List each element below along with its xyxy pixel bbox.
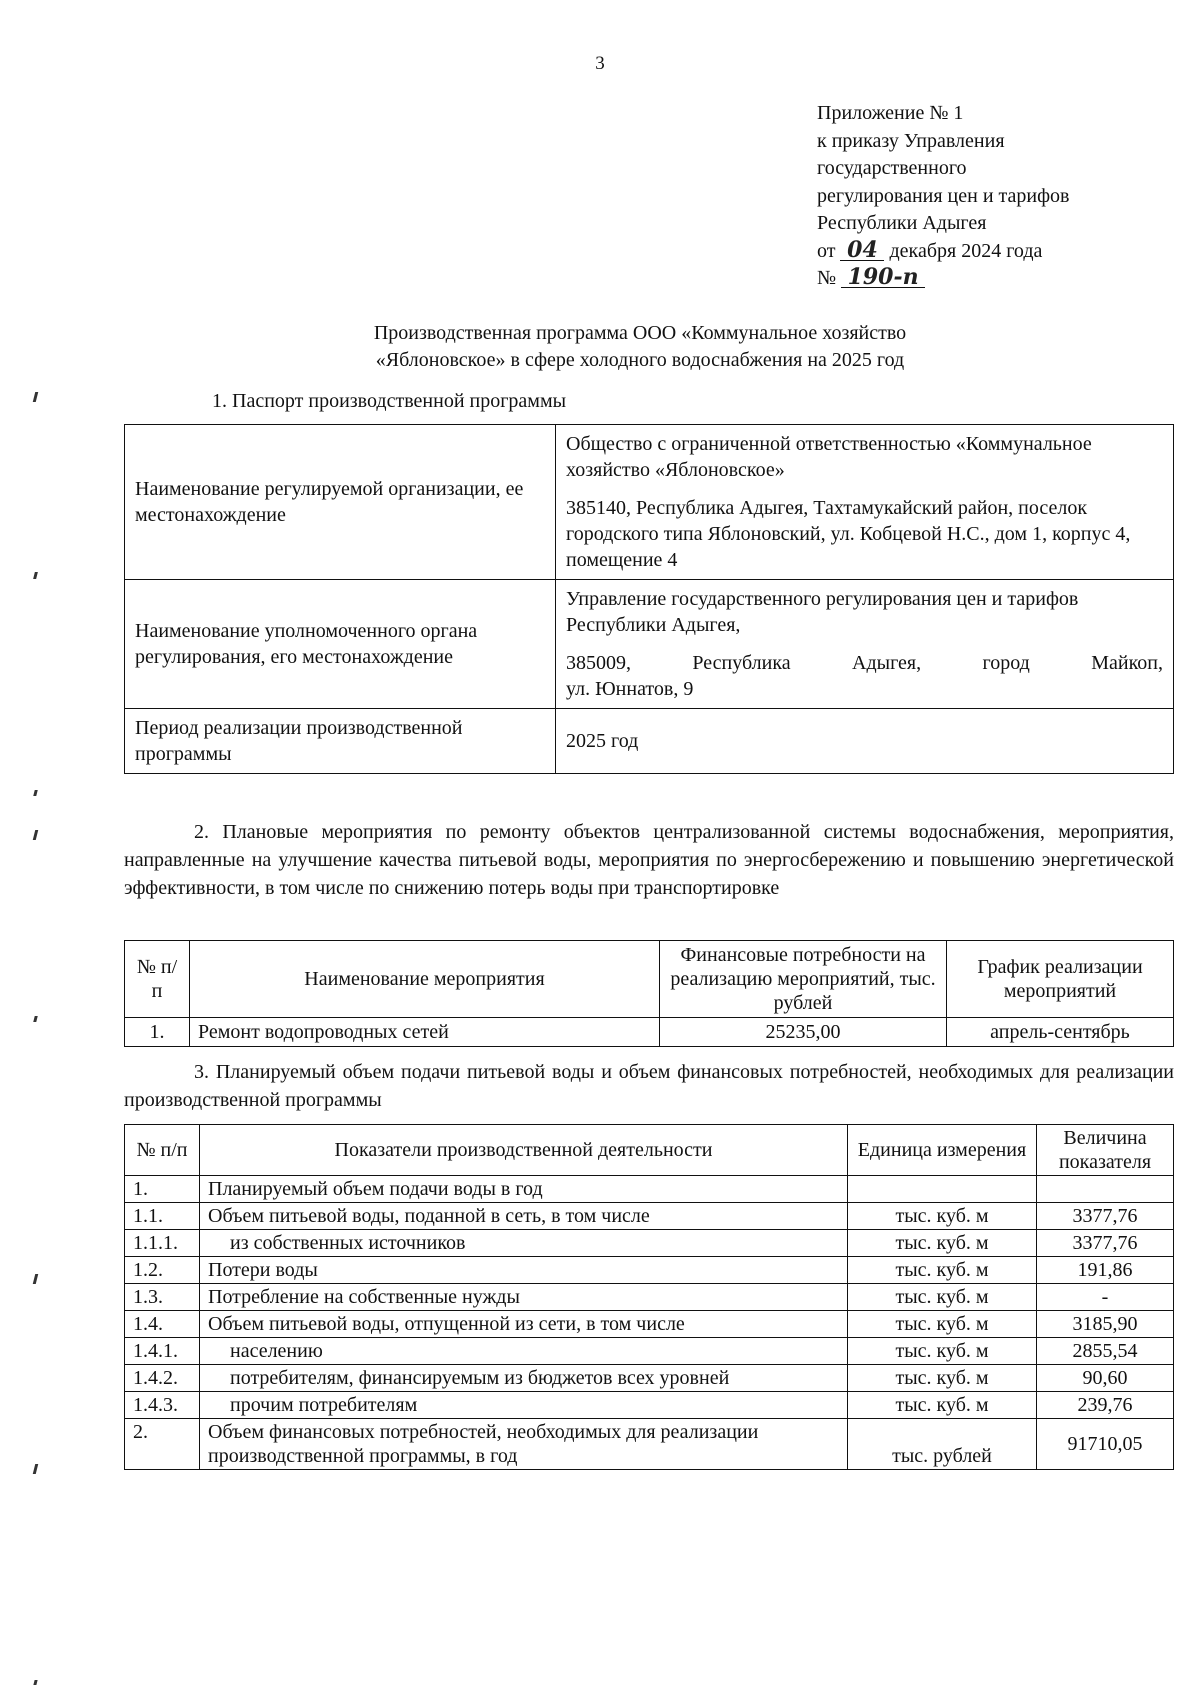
section3-text xyxy=(124,1058,1174,1114)
cell-num: 1. xyxy=(125,1018,190,1047)
cell-num: 1.4.1. xyxy=(125,1338,200,1365)
col-header-name: Наименование мероприятия xyxy=(190,941,660,1018)
passport-value xyxy=(556,580,1174,709)
passport-value: 2025 год xyxy=(556,709,1174,774)
measures-table xyxy=(124,940,1174,1047)
cell-num: 2. xyxy=(125,1419,200,1470)
handwritten-day: 04 xyxy=(840,240,884,261)
passport-table xyxy=(124,424,1174,774)
appendix-line: регулирования цен и тарифов xyxy=(817,184,1070,207)
cell-name: Ремонт водопроводных сетей xyxy=(190,1018,660,1047)
cell-value: 2855,54 xyxy=(1037,1338,1174,1365)
passport-value-para: Общество с ограниченной ответственностью «Коммунальное хозяйство «Яблоновское» xyxy=(566,433,1092,481)
col-header-name: Показатели производственной деятельности xyxy=(200,1125,848,1176)
cell-value: 3185,90 xyxy=(1037,1311,1174,1338)
cell-value: 239,76 xyxy=(1037,1392,1174,1419)
cell-unit: тыс. рублей xyxy=(848,1419,1037,1470)
indicators-table xyxy=(124,1124,1174,1470)
cell-finance: 25235,00 xyxy=(660,1018,947,1047)
scan-mark xyxy=(33,1680,37,1685)
col-header-value: Величина показателя xyxy=(1037,1125,1174,1176)
col-header-num: № п/п xyxy=(125,941,190,1018)
cell-num: 1.4.2. xyxy=(125,1365,200,1392)
cell-unit: тыс. куб. м xyxy=(848,1203,1037,1230)
cell-unit: тыс. куб. м xyxy=(848,1338,1037,1365)
table-row xyxy=(125,709,1174,774)
cell-value: 91710,05 xyxy=(1037,1419,1174,1470)
page-number: 3 xyxy=(595,53,605,74)
cell-name: Потребление на собственные нужды xyxy=(200,1284,848,1311)
appendix-line: к приказу Управления xyxy=(817,129,1005,152)
cell-unit: тыс. куб. м xyxy=(848,1230,1037,1257)
cell-name: Планируемый объем подачи воды в год xyxy=(200,1176,848,1203)
scan-mark xyxy=(33,1274,38,1284)
cell-value: 191,86 xyxy=(1037,1257,1174,1284)
cell-num: 1.1.1. xyxy=(125,1230,200,1257)
passport-label: Наименование уполномоченного органа регулирования, его местонахождение xyxy=(125,580,556,709)
table-row xyxy=(125,1176,1174,1203)
appendix-block xyxy=(817,100,1177,293)
table-row xyxy=(125,1257,1174,1284)
cell-num: 1.3. xyxy=(125,1284,200,1311)
cell-num: 1.1. xyxy=(125,1203,200,1230)
cell-unit: тыс. куб. м xyxy=(848,1365,1037,1392)
passport-label: Период реализации производственной программы xyxy=(125,709,556,774)
section2-text xyxy=(124,818,1174,902)
appendix-number xyxy=(817,265,1177,293)
cell-value: 3377,76 xyxy=(1037,1203,1174,1230)
cell-name: прочим потребителям xyxy=(200,1392,848,1419)
section3-paragraph: 3. Планируемый объем подачи питьевой воды и объем финансовых потребностей, необходимых для реализации производственной программы xyxy=(124,1061,1174,1111)
section1-heading: 1. Паспорт производственной программы xyxy=(212,390,567,412)
appendix-line: Республики Адыгея xyxy=(817,212,987,234)
cell-unit xyxy=(848,1176,1037,1203)
date-prefix: от xyxy=(817,239,836,262)
passport-label: Наименование регулируемой организации, ее местонахождение xyxy=(125,425,556,580)
col-header-unit: Единица измерения xyxy=(848,1125,1037,1176)
col-header-num: № п/п xyxy=(125,1125,200,1176)
scan-mark xyxy=(33,790,37,796)
appendix-line: Приложение № 1 xyxy=(817,102,964,124)
passport-value-para: 385009, Республика Адыгея, город Майкоп, xyxy=(566,652,1163,674)
table-row xyxy=(125,1203,1174,1230)
handwritten-number: 190-п xyxy=(841,267,925,288)
cell-name: Объем питьевой воды, поданной в сеть, в том числе xyxy=(200,1203,848,1230)
table-header-row xyxy=(125,941,1174,1018)
table-row xyxy=(125,1018,1174,1047)
cell-schedule: апрель-сентябрь xyxy=(947,1018,1174,1047)
cell-unit: тыс. куб. м xyxy=(848,1257,1037,1284)
table-row xyxy=(125,1419,1174,1470)
cell-name: населению xyxy=(200,1338,848,1365)
title-line: «Яблоновское» в сфере холодного водоснабжения на 2025 год xyxy=(375,349,905,371)
cell-value: 3377,76 xyxy=(1037,1230,1174,1257)
table-row xyxy=(125,425,1174,580)
cell-unit: тыс. куб. м xyxy=(848,1284,1037,1311)
cell-name: Объем питьевой воды, отпущенной из сети, в том числе xyxy=(200,1311,848,1338)
passport-value-para: Управление государственного регулирования цен и тарифов Республики Адыгея, xyxy=(566,588,1079,636)
table-row xyxy=(125,1311,1174,1338)
table-row xyxy=(125,1338,1174,1365)
cell-unit: тыс. куб. м xyxy=(848,1311,1037,1338)
passport-value xyxy=(556,425,1174,580)
cell-value: - xyxy=(1037,1284,1174,1311)
appendix-date xyxy=(817,238,1177,266)
cell-num: 1.2. xyxy=(125,1257,200,1284)
cell-value xyxy=(1037,1176,1174,1203)
table-row xyxy=(125,1284,1174,1311)
cell-unit: тыс. куб. м xyxy=(848,1392,1037,1419)
table-row xyxy=(125,580,1174,709)
scan-mark xyxy=(33,572,38,579)
scan-mark xyxy=(33,1016,37,1022)
number-prefix: № xyxy=(817,267,837,289)
date-rest: декабря 2024 года xyxy=(889,239,1043,262)
title-line: Производственная программа ООО «Коммунальное хозяйство xyxy=(373,322,907,344)
scan-mark xyxy=(33,1464,38,1474)
appendix-line: государственного xyxy=(817,157,967,179)
table-row xyxy=(125,1230,1174,1257)
scan-mark xyxy=(33,392,38,402)
cell-name: Потери воды xyxy=(200,1257,848,1284)
col-header-schedule: График реализации мероприятий xyxy=(947,941,1174,1018)
cell-num: 1.4. xyxy=(125,1311,200,1338)
cell-name: потребителям, финансируемым из бюджетов всех уровней xyxy=(200,1365,848,1392)
passport-value-para: ул. Юннатов, 9 xyxy=(566,678,694,700)
cell-value: 90,60 xyxy=(1037,1365,1174,1392)
cell-name: из собственных источников xyxy=(200,1230,848,1257)
table-row xyxy=(125,1365,1174,1392)
table-header-row xyxy=(125,1125,1174,1176)
col-header-finance: Финансовые потребности на реализацию мероприятий, тыс. рублей xyxy=(660,941,947,1018)
cell-num: 1.4.3. xyxy=(125,1392,200,1419)
document-title xyxy=(0,320,1200,374)
section2-paragraph: 2. Плановые мероприятия по ремонту объектов централизованной системы водоснабжения, мероприятия, направленные на улучшение качества питьевой воды, мероприятия по энергосбережению и повышению энергетической эффективности, в том числе по снижению потерь воды при транспортировке xyxy=(124,821,1174,899)
cell-num: 1. xyxy=(125,1176,200,1203)
passport-value-para: 385140, Республика Адыгея, Тахтамукайский район, поселок городского типа Яблоновский, ул. Кобцевой Н.С., дом 1, корпус 4, помещение 4 xyxy=(566,497,1131,571)
scan-mark xyxy=(33,830,38,840)
table-row xyxy=(125,1392,1174,1419)
cell-name: Объем финансовых потребностей, необходимых для реализации производственной программы, в год xyxy=(200,1419,848,1470)
